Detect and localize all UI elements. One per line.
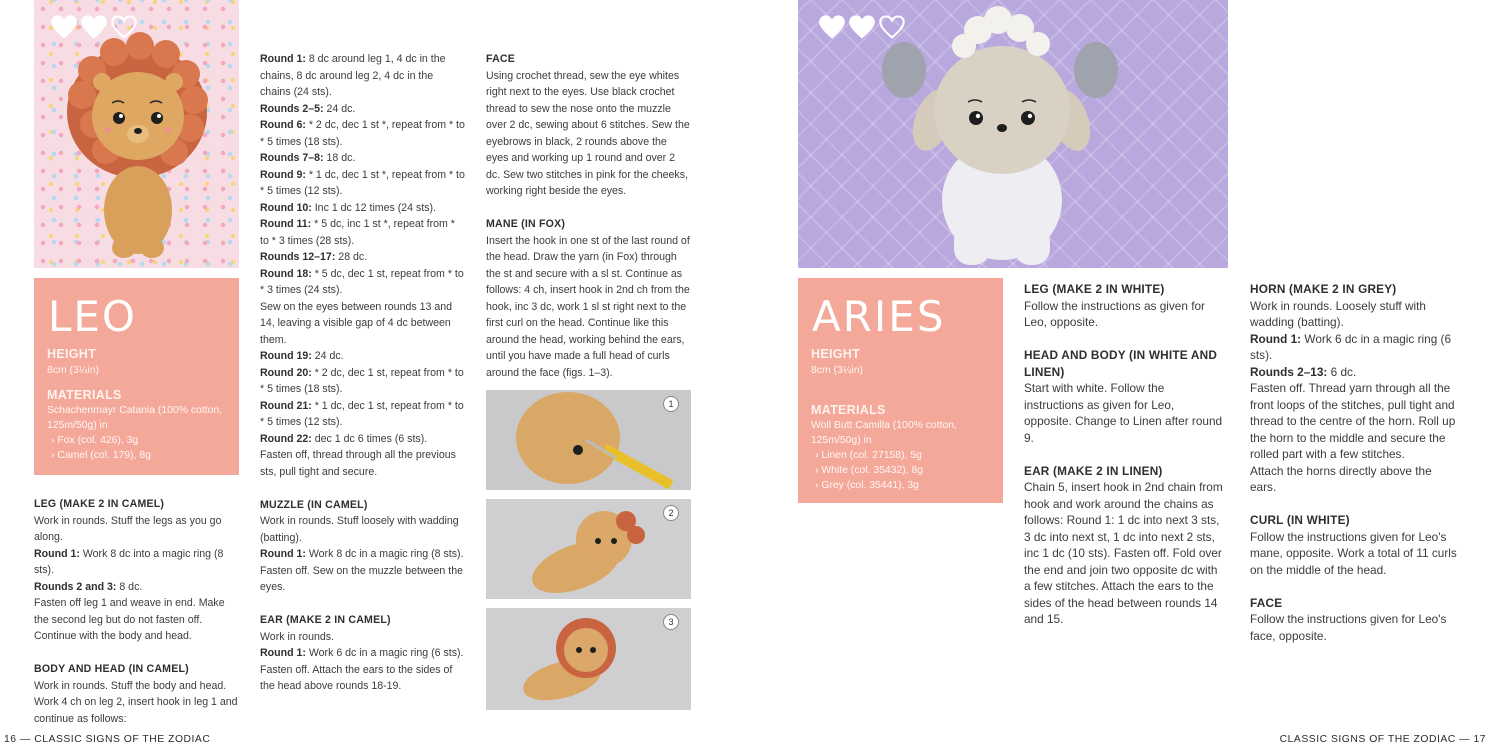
aries-illustration — [798, 0, 1228, 268]
instruction-line: Round 1: Work 8 dc into a magic ring (8 sts). — [34, 547, 224, 576]
leo-face-text: Using crochet thread, sew the eye whites right next to the eyes. Use black crochet thread to sew the nose onto the muzzle over 2 dc, sewing about 6 stitches. Sew the eyebrows in black, 2 rounds above the eyes and working up 1 round and over 2 dc. Sew two stitches in pink for the cheeks, working right beside the eyes. — [486, 69, 690, 197]
instruction-line: Fasten off leg 1 and weave in end. Make the second leg but do not fasten off. Continue with the body and head. — [34, 597, 225, 642]
aries-head-text: Start with white. Follow the instructions as given for Leo, opposite. Change to Linen after round 9. — [1024, 381, 1223, 445]
aries-ear-text: Chain 5, insert hook in 2nd chain from hook and work around the chains as follows: Round 1: 1 dc into next 3 sts, 3 dc into next st, 1 dc into next 2 sts, inc 1 dc (10 sts). Fasten off. Fold over the end and join two opposite dc with a few stitches. Attach the ears to the sides of the head between rounds 14 and 15. — [1024, 480, 1223, 626]
heart-filled-icon — [80, 14, 108, 40]
aries-head-heading: HEAD AND BODY (IN WHITE AND LINEN) — [1024, 348, 1218, 379]
aries-curl-heading: CURL (IN WHITE) — [1250, 513, 1350, 527]
footer-title: CLASSIC SIGNS OF THE ZODIAC — [34, 734, 211, 745]
heart-filled-icon — [818, 14, 846, 40]
aries-leg-heading: LEG (MAKE 2 IN WHITE) — [1024, 282, 1165, 296]
instruction-line: Work in rounds. Stuff loosely with wadding (batting). — [260, 515, 459, 544]
instruction-line: Round 10: Inc 1 dc 12 times (24 sts). — [260, 201, 437, 214]
aries-leg-head-ear-section — [1024, 281, 1224, 628]
heart-outline-icon — [878, 14, 906, 40]
heart-outline-icon — [110, 14, 138, 40]
figure-3 — [486, 608, 691, 710]
footer-title: CLASSIC SIGNS OF THE ZODIAC — [1279, 734, 1456, 745]
aries-horn-curl-face-section — [1250, 281, 1458, 644]
leo-materials-label: MATERIALS — [47, 388, 122, 402]
leo-height-value: 8cm (3¼in) — [47, 365, 99, 376]
aries-material-item: › Linen (col. 27158), 5g — [811, 448, 991, 463]
instruction-line: Round 20: * 2 dc, dec 1 st, repeat from * to * 5 times (18 sts). — [260, 366, 464, 395]
leo-muzzle-heading: MUZZLE (IN CAMEL) — [260, 498, 368, 511]
figure-2 — [486, 499, 691, 599]
aries-horn-heading: HORN (MAKE 2 IN GREY) — [1250, 282, 1397, 296]
instruction-line: Attach the horns directly above the ears. — [1250, 463, 1432, 494]
instruction-line: Round 11: * 5 dc, inc 1 st *, repeat from * to * 3 times (28 sts). — [260, 218, 455, 247]
leo-ear-heading: EAR (MAKE 2 IN CAMEL) — [260, 614, 391, 626]
aries-ear-heading: EAR (MAKE 2 IN LINEN) — [1024, 463, 1163, 478]
instruction-line: Round 1: Work 6 dc in a magic ring (6 sts). — [1250, 331, 1452, 362]
instruction-line: Round 1: Work 6 dc in a magic ring (6 sts). Fasten off. Attach the ears to the sides of the head above rounds 18-19. — [260, 647, 464, 692]
instruction-line: Fasten off, thread through all the previous sts, pull tight and secure. — [260, 449, 456, 478]
leo-material-item: › Fox (col. 426), 3g — [47, 433, 222, 448]
leo-mane-heading: MANE (IN FOX) — [486, 218, 566, 230]
figure-number: 2 — [663, 505, 679, 521]
footer-left: 16 — CLASSIC SIGNS OF THE ZODIAC — [4, 734, 211, 745]
leo-body-heading: BODY AND HEAD (IN CAMEL) — [34, 663, 189, 675]
instruction-line: Round 9: * 1 dc, dec 1 st *, repeat from * to * 5 times (12 sts). — [260, 168, 465, 197]
leo-rating-hearts — [50, 14, 138, 40]
aries-rating-hearts — [818, 14, 906, 40]
instruction-line: Sew on the eyes between rounds 13 and 14, leaving a visible gap of 4 dc between them. — [260, 300, 453, 346]
leo-title: LEO — [48, 292, 137, 341]
instruction-line: Work in rounds. Loosely stuff with wadding (batting). — [1250, 298, 1426, 329]
instruction-line: Rounds 7–8: 18 dc. — [260, 152, 356, 164]
instruction-line: Rounds 2–5: 24 dc. — [260, 102, 356, 115]
aries-materials-label: MATERIALS — [811, 403, 886, 417]
instruction-line: Rounds 2–13: 6 dc. — [1250, 364, 1357, 379]
instruction-line: Round 1: Work 8 dc in a magic ring (8 sts). Fasten off. Sew on the muzzle between the eyes. — [260, 548, 464, 593]
heart-filled-icon — [848, 14, 876, 40]
aries-material-item: › Grey (col. 35441), 3g — [811, 478, 991, 493]
instruction-line: Round 1: 8 dc around leg 1, 4 dc in the chains, 8 dc around leg 2, 4 dc in the chains (24 sts). — [260, 53, 446, 98]
leo-leg-section — [34, 496, 239, 727]
instruction-line: Rounds 12–17: 28 dc. — [260, 251, 368, 263]
leo-body-rounds — [260, 51, 465, 695]
leo-photo — [34, 0, 239, 268]
instruction-line: Round 6: * 2 dc, dec 1 st *, repeat from * to * 5 times (18 sts). — [260, 119, 465, 148]
leo-face-heading: FACE — [486, 53, 516, 65]
page-number: 17 — [1473, 734, 1486, 745]
instruction-line: Round 19: 24 dc. — [260, 350, 344, 362]
leo-materials-text: Schachenmayr Catania (100% cotton, 125m/50g) in — [47, 405, 223, 431]
aries-title: ARIES — [812, 292, 946, 341]
instruction-line: Round 18: * 5 dc, dec 1 st, repeat from * to * 3 times (24 sts). — [260, 267, 464, 296]
aries-height-label: HEIGHT — [811, 347, 861, 361]
instruction-line: Work in rounds. — [260, 630, 334, 643]
leo-leg-heading: LEG (MAKE 2 IN CAMEL) — [34, 498, 165, 510]
figure-number: 3 — [663, 614, 679, 630]
instruction-line: Round 22: dec 1 dc 6 times (6 sts). — [260, 432, 428, 445]
leo-title-box — [34, 278, 239, 475]
aries-material-item: › White (col. 35432), 8g — [811, 463, 991, 478]
leo-illustration — [34, 0, 239, 268]
leo-body-intro: Work in rounds. Stuff the body and head. Work 4 ch on leg 2, insert hook in leg 1 and continue as follows: — [34, 679, 238, 725]
footer-right: CLASSIC SIGNS OF THE ZODIAC — 17 — [1279, 734, 1486, 745]
page-number: 16 — [4, 734, 17, 745]
leo-materials — [47, 403, 222, 463]
instruction-line: Work in rounds. Stuff the legs as you go along. — [34, 514, 222, 543]
aries-face-text: Follow the instructions given for Leo's face, opposite. — [1250, 612, 1447, 643]
aries-curl-text: Follow the instructions given for Leo's mane, opposite. Work a total of 11 curls on the middle of the head. — [1250, 529, 1457, 577]
heart-filled-icon — [50, 14, 78, 40]
figure-number: 1 — [663, 396, 679, 412]
leo-face-mane-section — [486, 51, 691, 381]
figure-1 — [486, 390, 691, 490]
leo-mane-text: Insert the hook in one st of the last round of the head. Draw the yarn (in Fox) through the st and secure with a sl st. Continue as follows: 4 ch, insert hook in 2nd ch from the hook, inc 3 dc, work 1 sl st right next to the first curl on the head. Continue like this around the head, working behind the ears, until you have made a full head of curls around the face (figs. 1–3). — [486, 234, 690, 379]
aries-materials-text: Woll Butt Camilla (100% cotton, 125m/50g) in — [811, 420, 957, 446]
aries-materials — [811, 418, 991, 493]
leo-height-label: HEIGHT — [47, 347, 97, 361]
instruction-line: Rounds 2 and 3: 8 dc. — [34, 580, 143, 593]
aries-height-value: 8cm (3¼in) — [811, 365, 863, 376]
instruction-line: Fasten off. Thread yarn through all the front loops of the stitches, pull tight and thread to the centre of the horn. Roll up the horn to the middle and secure the rolled part with a few stitches. — [1250, 381, 1456, 461]
leo-material-item: › Camel (col. 179), 8g — [47, 448, 222, 463]
aries-leg-text: Follow the instructions as given for Leo, opposite. — [1024, 298, 1205, 329]
aries-face-heading: FACE — [1250, 595, 1283, 610]
instruction-line: Round 21: * 1 dc, dec 1 st, repeat from * to * 5 times (12 sts). — [260, 399, 464, 428]
aries-title-box — [798, 278, 1003, 503]
aries-photo — [798, 0, 1228, 268]
